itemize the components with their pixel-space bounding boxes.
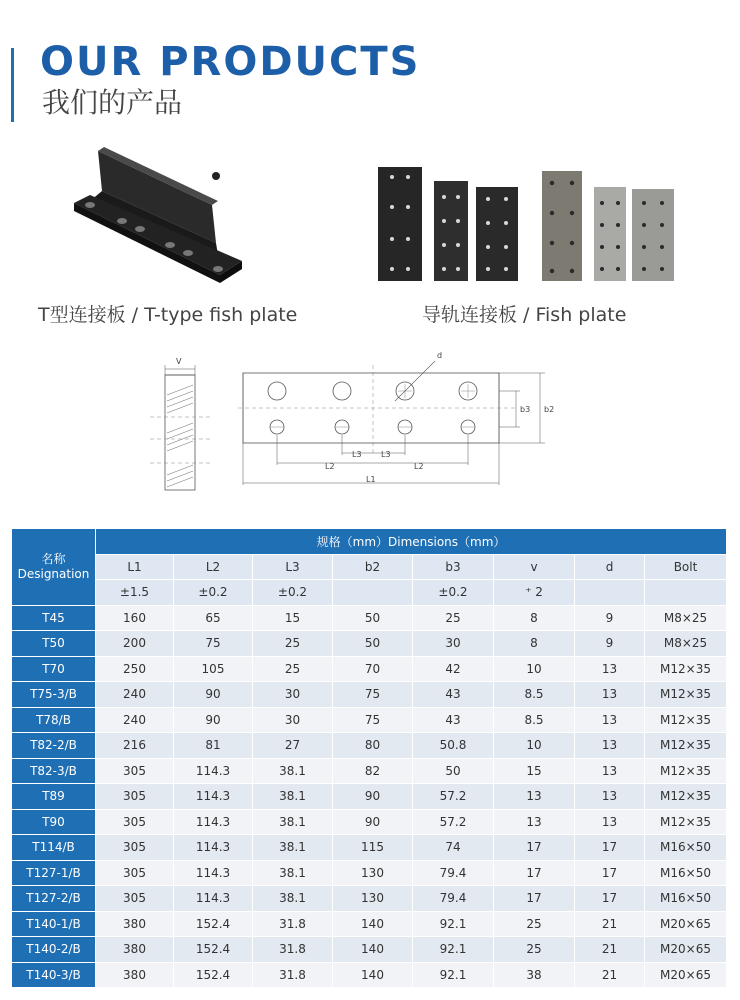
- table-cell: 38.1: [253, 784, 333, 810]
- table-cell: 42: [413, 657, 494, 683]
- table-cell: 50.8: [413, 733, 494, 759]
- table-cell: 17: [494, 835, 575, 861]
- table-cell: 15: [253, 606, 333, 632]
- table-cell: M16×50: [645, 835, 727, 861]
- page-subtitle: 我们的产品: [42, 86, 183, 119]
- table-cell: 10: [494, 733, 575, 759]
- table-cell: M20×65: [645, 937, 727, 963]
- table-cell: 130: [333, 861, 413, 887]
- table-cell: M12×35: [645, 733, 727, 759]
- table-cell: 8: [494, 606, 575, 632]
- table-tolerance-row: [12, 580, 727, 606]
- table-cell: 38.1: [253, 810, 333, 836]
- table-cell: 75: [174, 631, 253, 657]
- col-header: L2: [174, 555, 253, 581]
- table-cell: 38.1: [253, 759, 333, 785]
- table-cell: 380: [96, 912, 174, 938]
- designation-cell: T89: [12, 784, 96, 810]
- table-cell: 130: [333, 886, 413, 912]
- table-cell: M8×25: [645, 606, 727, 632]
- table-cell: 240: [96, 682, 174, 708]
- designation-cell: T82-3/B: [12, 759, 96, 785]
- table-cell: 25: [494, 937, 575, 963]
- table-cell: M12×35: [645, 784, 727, 810]
- designation-cell: T127-2/B: [12, 886, 96, 912]
- table-cell: 21: [575, 937, 645, 963]
- table-cell: 13: [575, 657, 645, 683]
- table-row: [12, 886, 727, 912]
- table-header-row-1: [12, 529, 727, 555]
- table-row: [12, 963, 727, 989]
- table-cell: 17: [494, 886, 575, 912]
- tolerance-cell: [333, 580, 413, 606]
- table-cell: M12×35: [645, 682, 727, 708]
- table-cell: 90: [333, 784, 413, 810]
- table-cell: 43: [413, 682, 494, 708]
- table-cell: 200: [96, 631, 174, 657]
- table-cell: 31.8: [253, 912, 333, 938]
- table-cell: 25: [494, 912, 575, 938]
- table-cell: 75: [333, 682, 413, 708]
- table-row: [12, 657, 727, 683]
- table-cell: 115: [333, 835, 413, 861]
- table-cell: 380: [96, 937, 174, 963]
- table-cell: 81: [174, 733, 253, 759]
- tolerance-cell: ⁺ 2: [494, 580, 575, 606]
- designation-cell: T82-2/B: [12, 733, 96, 759]
- table-cell: 8.5: [494, 708, 575, 734]
- table-cell: 305: [96, 759, 174, 785]
- table-cell: 92.1: [413, 937, 494, 963]
- table-cell: 75: [333, 708, 413, 734]
- tolerance-cell: ±1.5: [96, 580, 174, 606]
- table-cell: 31.8: [253, 937, 333, 963]
- col-header: Bolt: [645, 555, 727, 581]
- label-l3-right: L3: [381, 450, 391, 459]
- table-row: [12, 810, 727, 836]
- table-cell: 30: [413, 631, 494, 657]
- designation-cell: T140-2/B: [12, 937, 96, 963]
- table-header-row-2: [12, 555, 727, 581]
- table-cell: M12×35: [645, 657, 727, 683]
- table-cell: 74: [413, 835, 494, 861]
- table-cell: 17: [494, 861, 575, 887]
- table-cell: 140: [333, 937, 413, 963]
- table-cell: 65: [174, 606, 253, 632]
- table-cell: 31.8: [253, 963, 333, 989]
- table-cell: 250: [96, 657, 174, 683]
- table-cell: 80: [333, 733, 413, 759]
- col-header: L3: [253, 555, 333, 581]
- col-header: v: [494, 555, 575, 581]
- table-cell: 90: [174, 682, 253, 708]
- designation-cell: T75-3/B: [12, 682, 96, 708]
- table-cell: M20×65: [645, 963, 727, 989]
- table-cell: 140: [333, 963, 413, 989]
- table-row: [12, 708, 727, 734]
- table-cell: 57.2: [413, 810, 494, 836]
- table-cell: M20×65: [645, 912, 727, 938]
- table-cell: 13: [575, 682, 645, 708]
- designation-cell: T78/B: [12, 708, 96, 734]
- table-cell: 90: [174, 708, 253, 734]
- table-cell: 27: [253, 733, 333, 759]
- label-l3-left: L3: [352, 450, 362, 459]
- designation-header: [12, 529, 96, 606]
- col-header: b3: [413, 555, 494, 581]
- table-cell: 114.3: [174, 810, 253, 836]
- table-cell: 114.3: [174, 886, 253, 912]
- table-cell: 152.4: [174, 912, 253, 938]
- table-cell: 17: [575, 835, 645, 861]
- table-cell: M16×50: [645, 886, 727, 912]
- table-cell: 13: [494, 810, 575, 836]
- designation-cn: 名称: [41, 552, 66, 567]
- label-b3: b3: [520, 405, 531, 414]
- table-cell: 38.1: [253, 861, 333, 887]
- designation-cell: T70: [12, 657, 96, 683]
- designation-cell: T127-1/B: [12, 861, 96, 887]
- table-cell: M12×35: [645, 708, 727, 734]
- table-cell: 13: [575, 733, 645, 759]
- table-cell: M12×35: [645, 810, 727, 836]
- t-type-caption: T型连接板 / T-type fish plate: [38, 304, 298, 326]
- tolerance-cell: ±0.2: [253, 580, 333, 606]
- table-cell: 305: [96, 835, 174, 861]
- table-cell: 43: [413, 708, 494, 734]
- table-cell: 79.4: [413, 886, 494, 912]
- table-cell: 13: [575, 759, 645, 785]
- specification-table: [12, 529, 727, 988]
- table-cell: 25: [253, 657, 333, 683]
- table-cell: 17: [575, 886, 645, 912]
- table-row: [12, 631, 727, 657]
- table-cell: 50: [333, 631, 413, 657]
- table-cell: 50: [333, 606, 413, 632]
- table-cell: 305: [96, 810, 174, 836]
- table-cell: 92.1: [413, 963, 494, 989]
- table-cell: 92.1: [413, 912, 494, 938]
- table-row: [12, 759, 727, 785]
- designation-cell: T140-1/B: [12, 912, 96, 938]
- label-b2: b2: [544, 405, 555, 414]
- label-d: d: [437, 351, 443, 360]
- table-cell: 114.3: [174, 835, 253, 861]
- table-cell: 152.4: [174, 937, 253, 963]
- table-row: [12, 861, 727, 887]
- label-l2-right: L2: [414, 462, 424, 471]
- table-cell: 240: [96, 708, 174, 734]
- table-cell: 82: [333, 759, 413, 785]
- table-cell: 160: [96, 606, 174, 632]
- designation-cell: T114/B: [12, 835, 96, 861]
- table-cell: 57.2: [413, 784, 494, 810]
- table-cell: 114.3: [174, 784, 253, 810]
- table-cell: 152.4: [174, 963, 253, 989]
- table-cell: 38: [494, 963, 575, 989]
- table-cell: 30: [253, 682, 333, 708]
- table-cell: 25: [253, 631, 333, 657]
- table-cell: 38.1: [253, 835, 333, 861]
- fish-plate-caption: 导轨连接板 / Fish plate: [422, 304, 627, 326]
- label-l1: L1: [366, 475, 376, 484]
- table-row: [12, 606, 727, 632]
- table-cell: M12×35: [645, 759, 727, 785]
- page-title: OUR PRODUCTS: [40, 39, 421, 85]
- table-cell: 70: [333, 657, 413, 683]
- table-cell: 13: [575, 784, 645, 810]
- dimensions-header: 规格（mm）Dimensions（mm）: [96, 529, 727, 555]
- col-header: d: [575, 555, 645, 581]
- tolerance-cell: ±0.2: [413, 580, 494, 606]
- table-cell: 380: [96, 963, 174, 989]
- technical-drawing: [140, 345, 570, 495]
- table-cell: 17: [575, 861, 645, 887]
- table-cell: 10: [494, 657, 575, 683]
- table-cell: 38.1: [253, 886, 333, 912]
- t-type-fish-plate-image: [70, 143, 245, 285]
- table-cell: 21: [575, 963, 645, 989]
- table-row: [12, 937, 727, 963]
- table-cell: 21: [575, 912, 645, 938]
- table-cell: 305: [96, 784, 174, 810]
- table-row: [12, 733, 727, 759]
- label-l2-left: L2: [325, 462, 335, 471]
- table-cell: 15: [494, 759, 575, 785]
- table-cell: 305: [96, 886, 174, 912]
- table-cell: 50: [413, 759, 494, 785]
- table-row: [12, 835, 727, 861]
- table-cell: 140: [333, 912, 413, 938]
- title-accent-bar: [11, 48, 14, 122]
- tolerance-cell: [645, 580, 727, 606]
- designation-cell: T90: [12, 810, 96, 836]
- table-cell: 114.3: [174, 759, 253, 785]
- label-v: V: [176, 357, 182, 366]
- table-cell: 90: [333, 810, 413, 836]
- col-header: b2: [333, 555, 413, 581]
- designation-en: Designation: [17, 566, 90, 581]
- table-cell: M16×50: [645, 861, 727, 887]
- table-cell: 13: [494, 784, 575, 810]
- table-row: [12, 912, 727, 938]
- table-cell: 13: [575, 708, 645, 734]
- table-cell: 30: [253, 708, 333, 734]
- table-cell: 216: [96, 733, 174, 759]
- designation-cell: T140-3/B: [12, 963, 96, 989]
- table-cell: M8×25: [645, 631, 727, 657]
- table-cell: 25: [413, 606, 494, 632]
- tolerance-cell: [575, 580, 645, 606]
- table-row: [12, 784, 727, 810]
- table-cell: 79.4: [413, 861, 494, 887]
- designation-cell: T50: [12, 631, 96, 657]
- tolerance-cell: ±0.2: [174, 580, 253, 606]
- table-cell: 8: [494, 631, 575, 657]
- table-row: [12, 682, 727, 708]
- table-cell: 8.5: [494, 682, 575, 708]
- table-cell: 9: [575, 606, 645, 632]
- table-cell: 9: [575, 631, 645, 657]
- col-header: L1: [96, 555, 174, 581]
- designation-cell: T45: [12, 606, 96, 632]
- table-cell: 305: [96, 861, 174, 887]
- table-cell: 114.3: [174, 861, 253, 887]
- table-cell: 13: [575, 810, 645, 836]
- fish-plate-image: [372, 163, 682, 285]
- table-cell: 105: [174, 657, 253, 683]
